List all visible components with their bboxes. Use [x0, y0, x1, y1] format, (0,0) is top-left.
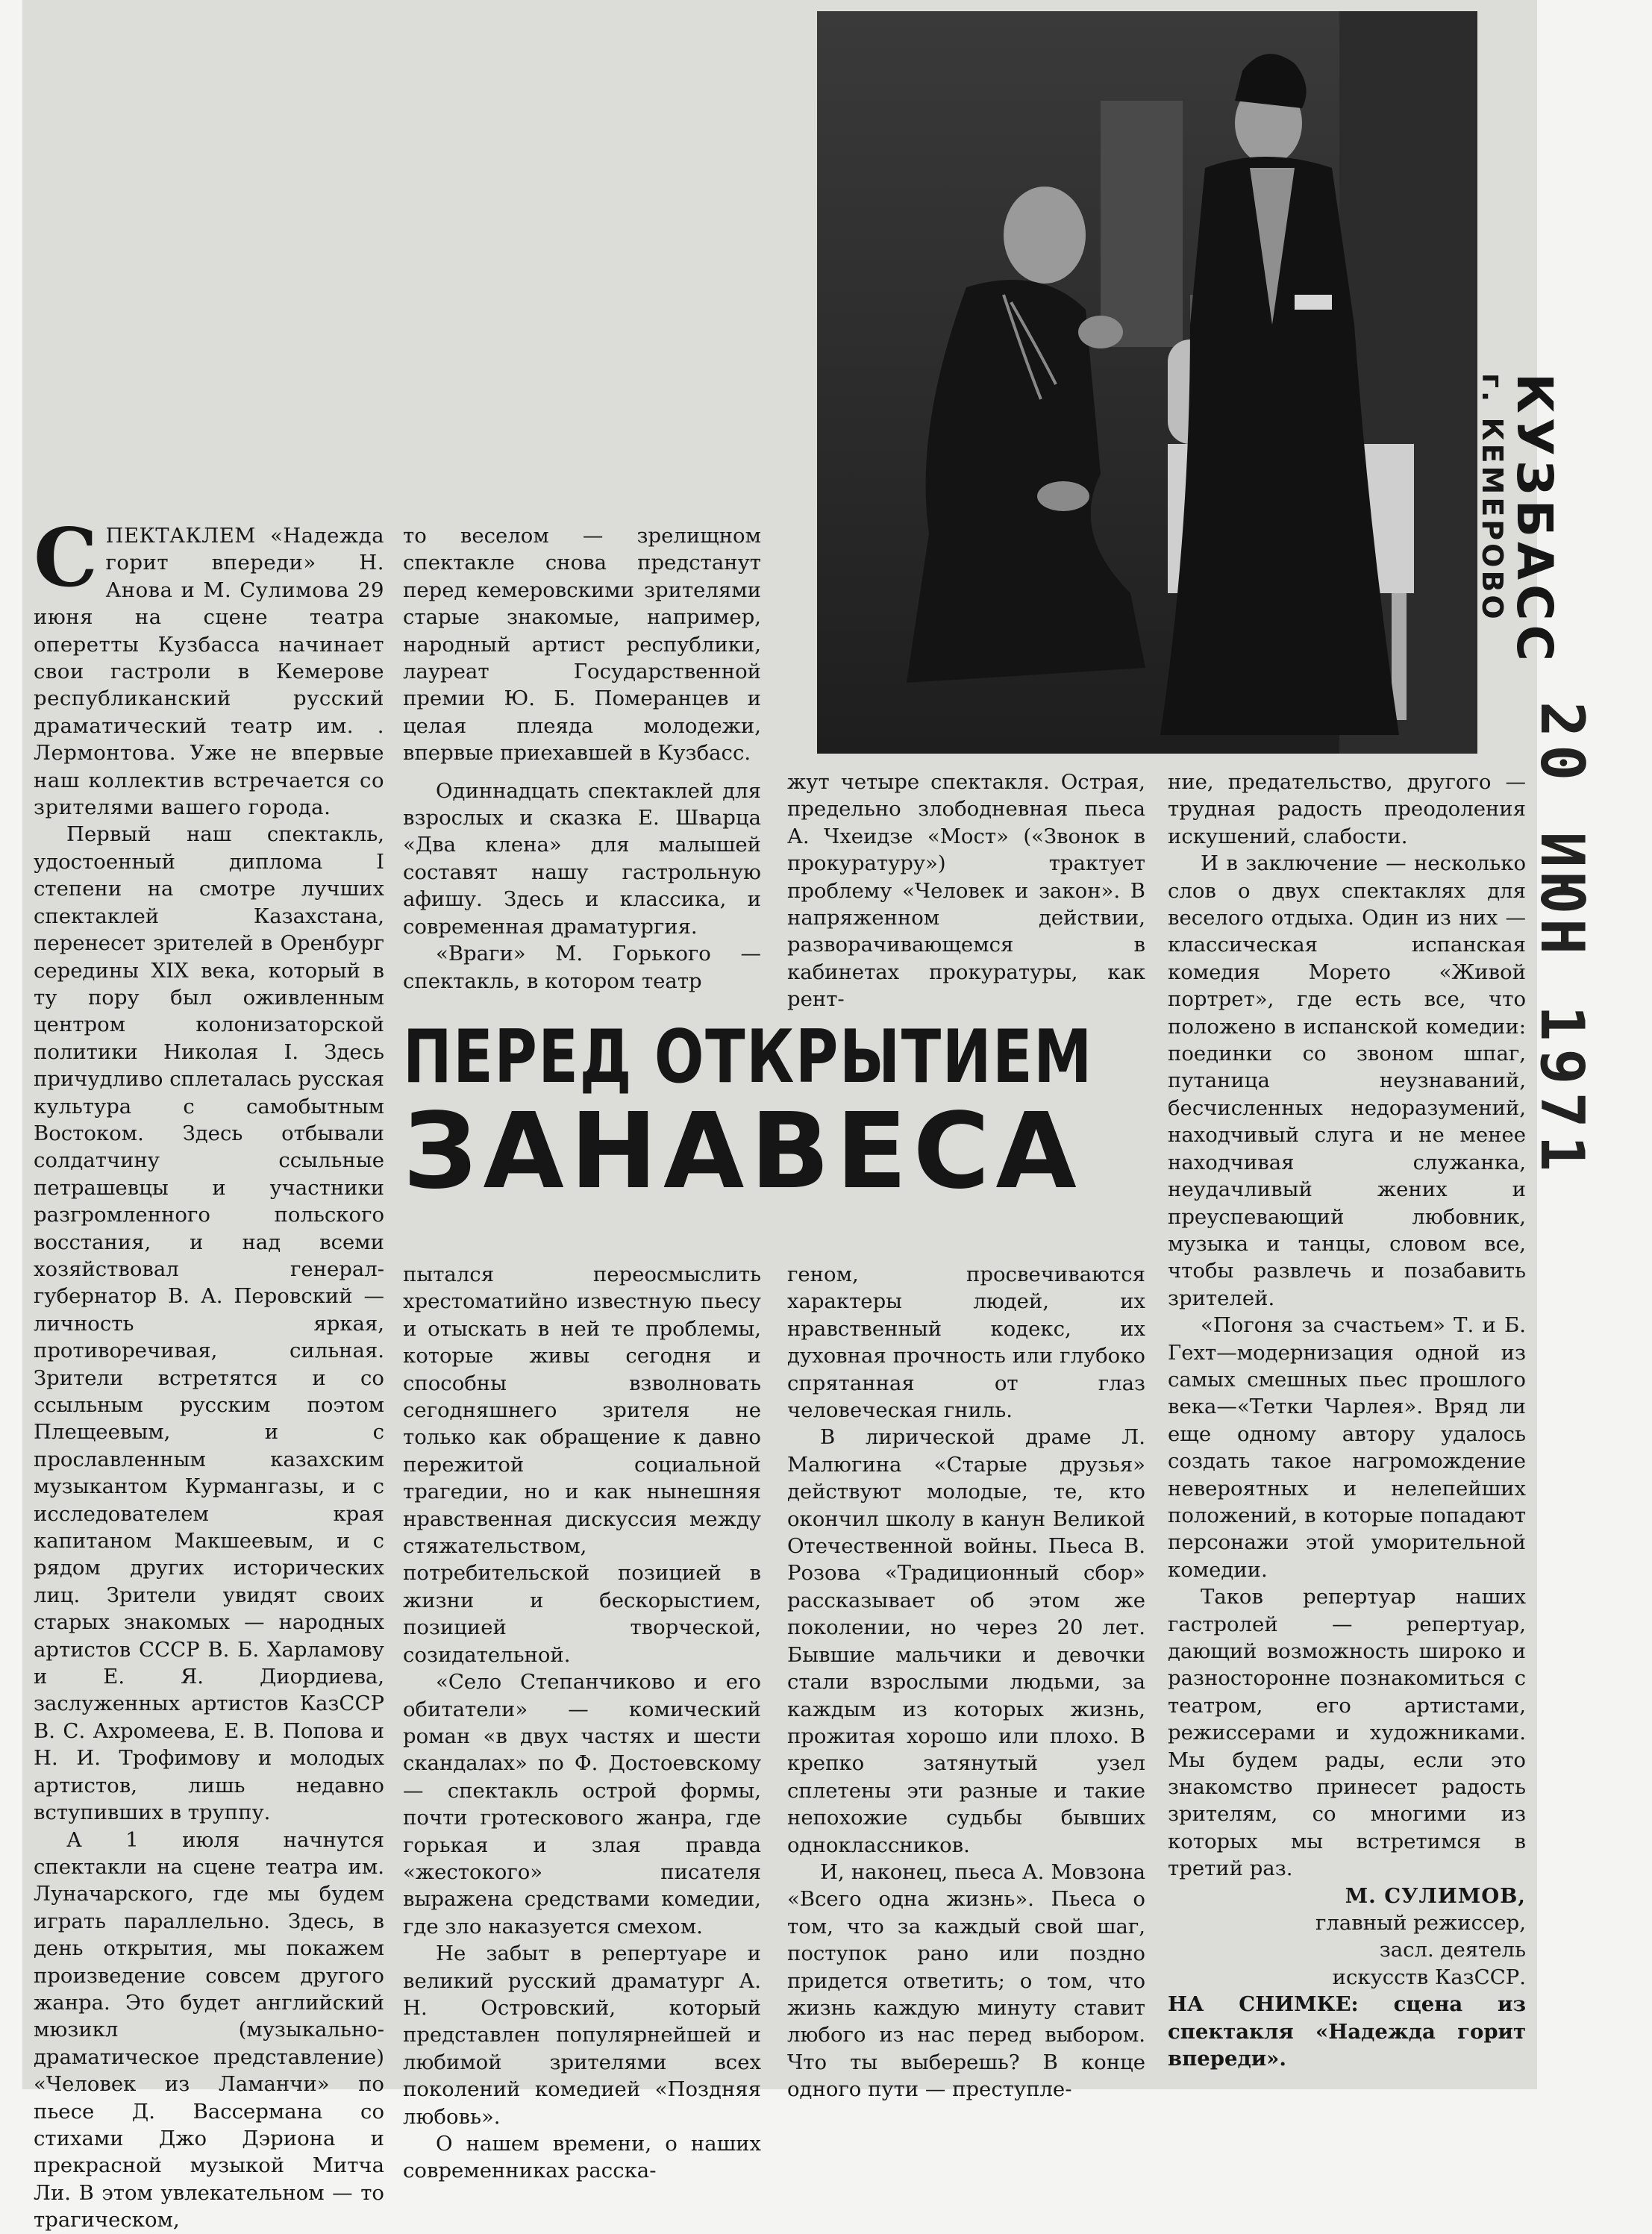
article-paragraph: Не забыт в репертуаре и великий русский драматург А. Н. Островский, который представлен популярнейшей и любимой зрителями всех поколений комедией «Поздняя любовь».	[403, 1942, 761, 2129]
article-paragraph: жут четыре спектакля. Острая, предельно злободневная пьеса А. Чхеидзе «Мост» («Звонок в прокуратуру») трактует проблему «Человек и закон». В напряженном действии, разворачивающемся в кабинетах прокуратуры, как рент-	[787, 770, 1145, 1012]
article-paragraph: О нашем времени, о наших современниках расска-	[403, 2132, 761, 2183]
date-stamp: 20 ИЮН 1971	[1527, 701, 1597, 1179]
newspaper-name: КУЗБАСС	[1506, 373, 1563, 666]
newspaper-city: г. КЕМЕРОВО	[1476, 373, 1509, 622]
headline-line-2: ЗАНАВЕСА	[403, 1091, 1083, 1213]
article-paragraph: пытался переосмыслить хрестоматийно известную пьесу и отыскать в ней те проблемы, которые живы сегодня и способны взволновать сегодняшнего зрителя не только как обращение к давно пережитой социальной трагедии, но и как нынешняя нравственная дискуссия между стяжательством, потребительской позицией в жизни и бескорыстием, позицией творческой, созидательной.	[403, 1263, 761, 1667]
article-lead-paragraph: СПЕКТАКЛЕМ «Надежда горит впереди» Н. Анова и М. Сулимова 29 июня на сцене театра оперетты Кузбасса начинает свои гастроли в Кемерове республиканский русский драматический театр им. . Лермонтова. Уже не впервые наш коллектив встречается со зрителями вашего города.	[34, 511, 384, 820]
article-paragraph: Первый наш спектакль, удостоенный диплома I степени на смотре лучших спектаклей Казахстана, перенесет зрителей в Оренбург середины XIX века, который в ту пору был оживленным центром колонизаторской политики Николая I. Здесь причудливо сплеталась русская культура с самобытным Востоком. Здесь отбывали солдатчину ссыльные петрашевцы и участники разгромленного польского восстания, и над всеми хозяйствовал генерал-губернатор В. А. Перовский — личность яркая, противоречивая, сильная. Зрители встретятся и со ссыльным русским поэтом Плещеевым, и с прославленным казахским музыкантом Курмангазы, и с исследователем края капитаном Макшеевым, и с рядом других исторических лиц. Зрители увидят своих старых знакомых — народных артистов СССР В. Б. Харламову и Е. Я. Диордиева, заслуженных артистов КазССР В. С. Ахромеева, Е. В. Попова и Н. И. Трофимову и молодых артистов, лишь недавно вступивших в труппу.	[34, 822, 384, 1825]
article-paragraph: Таков репертуар наших гастролей — репертуар, дающий возможность широко и разносторонне познакомиться с театром, его артистами, режиссерами и художниками. Мы будем рады, если это знакомство принесет радость зрителям, со многими из которых мы встретимся в третий раз.	[1168, 1585, 1526, 1881]
author-title: засл. деятель	[1379, 1938, 1526, 1962]
article-paragraph: Одиннадцать спектаклей для взрослых и сказка Е. Шварца «Два клена» для малышей составят нашу гастрольную афишу. Здесь и классика, и современная драматургия.	[403, 778, 761, 939]
article-column-3-top	[787, 769, 1145, 1013]
theatre-scene-photo-icon	[817, 11, 1477, 754]
author-name: М. СУЛИМОВ,	[1345, 1883, 1526, 1908]
article-paragraph: ние, предательство, другого — трудная радость преодоления искушений, слабости.	[1168, 770, 1526, 848]
article-paragraph: И в заключение — несколько слов о двух спектаклях для веселого отдыха. Один из них — классическая испанская комедия Морето «Живой портрет», где есть все, что положено в испанской комедии: поединки со звоном шпаг, путаница неузнаваний, бесчисленных недоразумений, находчивый слуга и не менее находчивая служанка, неудачливый жених и преуспевающий любовник, музыка и танцы, словом все, чтобы развлечь и позабавить зрителей.	[1168, 851, 1526, 1310]
article-headline	[403, 1015, 1104, 1213]
article-column-4	[1168, 769, 1526, 2073]
article-column-1	[34, 511, 384, 2234]
article-paragraph: «Село Степанчиково и его обитатели» — комический роман «в двух частях и шести скандалах» по Ф. Достоевскому — спектакль острой формы, почти гротескового жанра, где горькая и злая правда «жестокого» писателя выражена средствами комедии, где зло наказуется смехом.	[403, 1670, 761, 1939]
scene-photo	[817, 11, 1477, 754]
article-paragraph: «Погоня за счастьем» Т. и Б. Гехт—модернизация одной из самых смешных пьес прошлого века—«Тетки Чарлея». Вряд ли еще одному автору удалось создать такое нагромождение невероятных и нелепейших положений, в которые попадают персонажи этой уморительной комедии.	[1168, 1313, 1526, 1582]
article-column-3-bottom	[787, 1261, 1145, 2103]
drop-cap: С	[34, 511, 98, 605]
article-paragraph: А 1 июля начнутся спектакли на сцене театра им. Луначарского, где мы будем играть параллельно. Здесь, в день открытия, мы покажем произведение совсем другого жанра. Это будет английский мюзикл (музыкально-драматическое представление) «Человек из Ламанчи» по пьесе Д. Вассермана со стихами Джо Дэриона и прекрасной музыкой Митча Ли. В этом увлекательном — то трагическом,	[34, 1827, 384, 2233]
article-paragraph: геном, просвечиваются характеры людей, их нравственный кодекс, их духовная прочность или глубоко спрятанная от глаз человеческая гниль.	[787, 1263, 1145, 1423]
photo-caption: НА СНИМКЕ: сцена из спектакля «Надежда горит впереди».	[1168, 1992, 1526, 2071]
signature-block	[1168, 1883, 1526, 1991]
article-paragraph: И, наконец, пьеса А. Мовзона «Всего одна жизнь». Пьеса о том, что за каждый свой шаг, поступок рано или поздно придется ответить; о том, что жизнь каждую минуту ставит любого из нас перед выбором. Что ты выберешь? В конце одного пути — преступле-	[787, 1859, 1145, 2102]
article-paragraph: «Враги» М. Горького — спектакль, в котором театр	[403, 942, 761, 993]
article-paragraph: В лирической драме Л. Малюгина «Старые друзья» действуют молодые, те, кто окончил школу в канун Великой Отечественной войны. Пьеса В. Розова «Традиционный сбор» рассказывает об этом же поколении, но через 20 лет. Бывшие мальчики и девочки стали взрослыми людьми, за каждым из которых жизнь, прожитая хорошо или плохо. В крепко затянутый узел сплетены эти разные и такие непохожие судьбы бывших одноклассников.	[787, 1425, 1145, 1857]
article-column-2-bottom	[403, 1261, 761, 2185]
article-paragraph: то веселом — зрелищном спектакле снова предстанут перед кемеровскими зрителями старые знакомые, например, народный артист республики, лауреат Государственной премии Ю. Б. Померанцев и целая плеяда молодежи, впервые приехавшей в Кузбасс.	[403, 524, 761, 766]
author-title: искусств КазССР.	[1332, 1965, 1526, 1989]
headline-line-1: ПЕРЕД ОТКРЫТИЕМ	[403, 1015, 1093, 1100]
author-title: главный режиссер,	[1315, 1911, 1526, 1936]
article-column-2-top	[403, 522, 761, 995]
newspaper-masthead	[1476, 373, 1563, 666]
